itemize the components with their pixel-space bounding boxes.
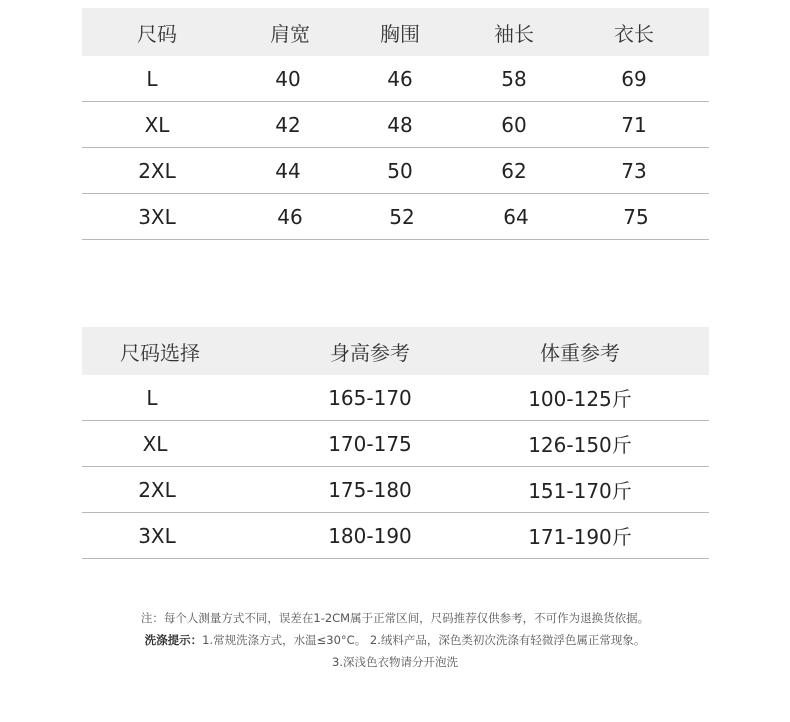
cell-sleeve: 64 xyxy=(503,204,529,229)
note-line-3: 3.深浅色衣物请分开泡洗 xyxy=(332,655,458,669)
cell-chest: 48 xyxy=(387,112,413,137)
cell-height: 175-180 xyxy=(328,477,412,502)
cell-length: 69 xyxy=(621,66,647,91)
table-row xyxy=(82,194,709,240)
washing-tips-text: 1.常规洗涤方式，水温≤30°C。 2.绒料产品，深色类初次洗涤有轻微浮色属正常现象。 xyxy=(202,633,646,647)
cell-size: 2XL xyxy=(138,158,176,183)
cell-size: XL xyxy=(144,112,170,137)
cell-size: XL xyxy=(142,431,168,456)
cell-height: 180-190 xyxy=(328,523,412,548)
cell-weight: 100-125斤 xyxy=(528,387,632,411)
table-row xyxy=(82,56,709,102)
cell-weight: 171-190斤 xyxy=(528,525,632,549)
note-line-1: 注：每个人测量方式不同，误差在1-2CM属于正常区间，尺码推荐仅供参考，不可作为退换货依据。 xyxy=(140,611,650,625)
header-height-ref: 身高参考 xyxy=(330,340,410,365)
cell-size: L xyxy=(146,66,158,91)
header-size-choice: 尺码选择 xyxy=(120,340,200,365)
table-row xyxy=(82,102,709,148)
header-size: 尺码 xyxy=(137,21,177,46)
measurement-note xyxy=(0,608,790,628)
cell-shoulder: 44 xyxy=(275,158,301,183)
table-row xyxy=(82,421,709,467)
cell-shoulder: 40 xyxy=(275,66,301,91)
washing-tips xyxy=(0,630,790,650)
cell-shoulder: 42 xyxy=(275,112,301,137)
washing-tip-3 xyxy=(0,652,790,672)
table-row xyxy=(82,513,709,559)
cell-chest: 46 xyxy=(387,66,413,91)
cell-size: L xyxy=(146,385,158,410)
size-selection-table xyxy=(82,327,709,559)
table-header xyxy=(82,327,709,375)
cell-length: 71 xyxy=(621,112,647,137)
header-shoulder: 肩宽 xyxy=(270,21,310,46)
header-weight-ref: 体重参考 xyxy=(540,340,620,365)
header-length: 衣长 xyxy=(614,21,654,46)
header-chest: 胸围 xyxy=(380,21,420,46)
cell-length: 75 xyxy=(623,204,649,229)
cell-height: 170-175 xyxy=(328,431,412,456)
cell-size: 3XL xyxy=(138,523,176,548)
cell-length: 73 xyxy=(621,158,647,183)
cell-weight: 126-150斤 xyxy=(528,433,632,457)
cell-size: 2XL xyxy=(138,477,176,502)
cell-sleeve: 62 xyxy=(501,158,527,183)
cell-size: 3XL xyxy=(138,204,176,229)
header-sleeve: 袖长 xyxy=(494,21,534,46)
table-row xyxy=(82,375,709,421)
table-row xyxy=(82,467,709,513)
table-header xyxy=(82,8,709,56)
washing-tips-label: 洗涤提示： xyxy=(144,633,203,647)
table-row xyxy=(82,148,709,194)
cell-chest: 52 xyxy=(389,204,415,229)
cell-weight: 151-170斤 xyxy=(528,479,632,503)
cell-chest: 50 xyxy=(387,158,413,183)
cell-shoulder: 46 xyxy=(277,204,303,229)
cell-sleeve: 60 xyxy=(501,112,527,137)
cell-sleeve: 58 xyxy=(501,66,527,91)
cell-height: 165-170 xyxy=(328,385,412,410)
size-measurement-table xyxy=(82,8,709,240)
